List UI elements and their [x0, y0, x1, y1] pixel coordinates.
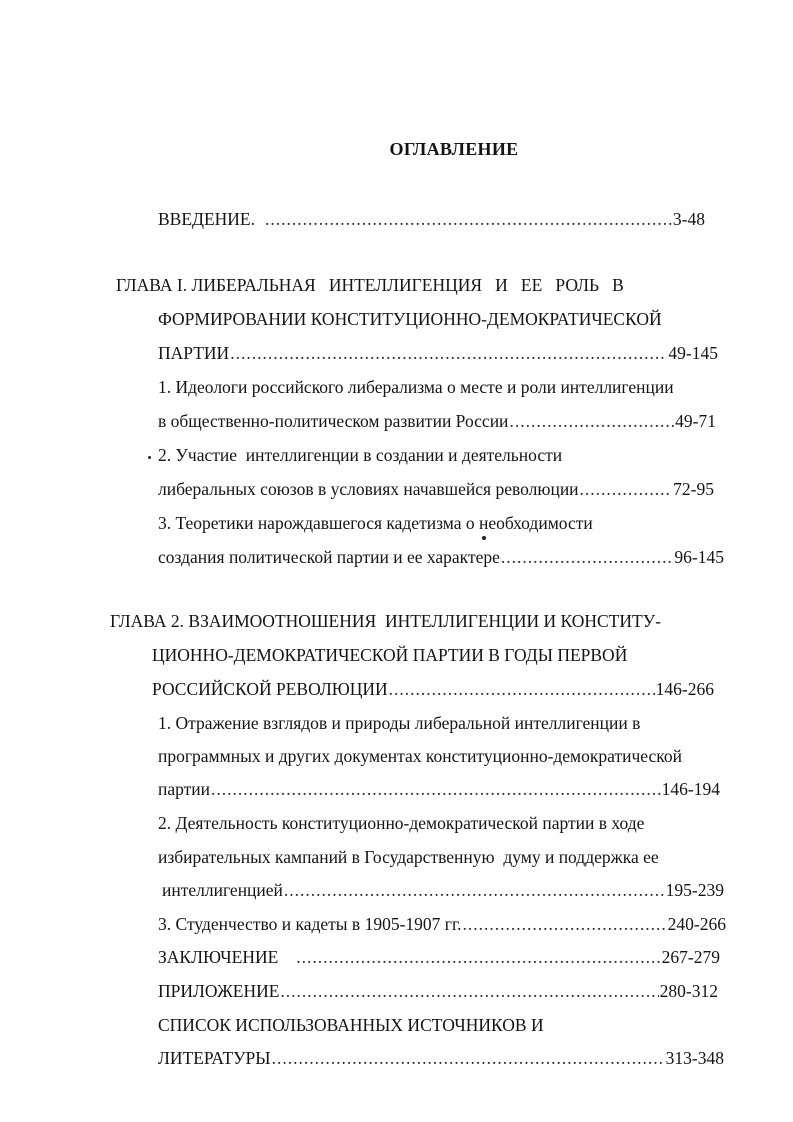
toc-entry-chapter-1 — [158, 342, 718, 364]
page-range: 267-279 — [661, 947, 720, 967]
scan-speck — [148, 456, 151, 459]
toc-entry-appendix — [158, 980, 718, 1002]
leader-dots — [501, 546, 674, 568]
page-range: 96-145 — [674, 547, 724, 567]
toc-label: РОССИЙСКОЙ РЕВОЛЮЦИИ — [152, 679, 388, 699]
toc-label: ЗАКЛЮЧЕНИЕ — [158, 947, 279, 967]
leader-dots — [272, 1047, 665, 1069]
page-range: 195-239 — [665, 880, 724, 900]
toc-label: либеральных союзов в условиях начавшейся революции — [158, 479, 579, 499]
page-range: 240-266 — [667, 914, 726, 934]
toc-label: ПАРТИИ — [158, 343, 230, 363]
section-2-1-line-1: 1. Отражение взглядов и природы либеральной интеллигенции в — [158, 713, 641, 733]
section-1-3-line-1: 3. Теоретики нарождавшегося кадетизма о необходимости — [158, 513, 593, 533]
chapter-2-heading-line-2: ЦИОННО-ДЕМОКРАТИЧЕСКОЙ ПАРТИИ В ГОДЫ ПЕРВОЙ — [152, 645, 628, 665]
toc-entry-section-2-3 — [158, 913, 726, 935]
toc-label: 3. Студенчество и кадеты в 1905-1907 гг. — [158, 914, 462, 934]
toc-entry-chapter-2 — [152, 678, 714, 700]
toc-entry-section-1-3 — [158, 546, 724, 568]
toc-label: партии — [158, 779, 211, 799]
toc-label: интеллигенцией — [162, 880, 283, 900]
toc-entry-introduction — [158, 208, 705, 230]
chapter-1-heading-line-1: ГЛАВА I. ЛИБЕРАЛЬНАЯ ИНТЕЛЛИГЕНЦИЯ И ЕЕ РОЛЬ В — [116, 275, 624, 295]
leader-dots — [280, 980, 658, 1002]
page-range: 280-312 — [659, 981, 718, 1001]
toc-label: ВВЕДЕНИЕ. — [158, 209, 256, 229]
leader-dots — [509, 410, 674, 432]
section-1-1-line-1: 1. Идеологи российского либерализма о месте и роли интеллигенции — [158, 377, 674, 397]
chapter-1-heading-line-2: ФОРМИРОВАНИИ КОНСТИТУЦИОННО-ДЕМОКРАТИЧЕСКОЙ — [158, 309, 662, 329]
section-2-1-line-2: программных и других документах конституционно-демократической — [158, 746, 682, 766]
sources-heading-line-1: СПИСОК ИСПОЛЬЗОВАННЫХ ИСТОЧНИКОВ И — [158, 1015, 544, 1035]
leader-dots — [389, 678, 655, 700]
toc-entry-section-1-2 — [158, 478, 714, 500]
section-2-2-line-2: избирательных кампаний в Государственную думу и поддержка ее — [158, 847, 659, 867]
page-range: 146-194 — [661, 779, 720, 799]
leader-dots — [296, 946, 660, 968]
page-range: 313-348 — [665, 1048, 724, 1068]
toc-entry-section-2-1 — [158, 778, 720, 800]
leader-dots — [230, 342, 667, 364]
toc-label: в общественно-политическом развитии России — [158, 411, 509, 431]
leader-dots — [284, 879, 665, 901]
toc-entry-conclusion — [158, 946, 720, 968]
leader-dots — [211, 778, 661, 800]
page-range: 3-48 — [672, 209, 705, 229]
toc-label: ЛИТЕРАТУРЫ — [158, 1048, 271, 1068]
leader-dots — [580, 478, 673, 500]
toc-entry-sources — [158, 1047, 724, 1069]
toc-label: создания политической партии и ее характере — [158, 547, 500, 567]
scan-speck — [482, 536, 486, 540]
section-1-2-line-1: 2. Участие интеллигенции в создании и деятельности — [158, 445, 563, 465]
toc-entry-section-2-2 — [162, 879, 724, 901]
leader-dots — [463, 913, 667, 935]
chapter-2-heading-line-1: ГЛАВА 2. ВЗАИМООТНОШЕНИЯ ИНТЕЛЛИГЕНЦИИ И КОНСТИТУ- — [110, 611, 661, 631]
page-range: 49-145 — [668, 343, 718, 363]
page-range: 146-266 — [655, 679, 714, 699]
page-range: 49-71 — [675, 411, 716, 431]
toc-label: ПРИЛОЖЕНИЕ — [158, 981, 280, 1001]
section-2-2-line-1: 2. Деятельность конституционно-демократической партии в ходе — [158, 813, 645, 833]
leader-dots — [265, 208, 672, 230]
page-title: ОГЛАВЛЕНИЕ — [389, 139, 519, 159]
page-range: 72-95 — [673, 479, 714, 499]
toc-entry-section-1-1 — [158, 410, 716, 432]
